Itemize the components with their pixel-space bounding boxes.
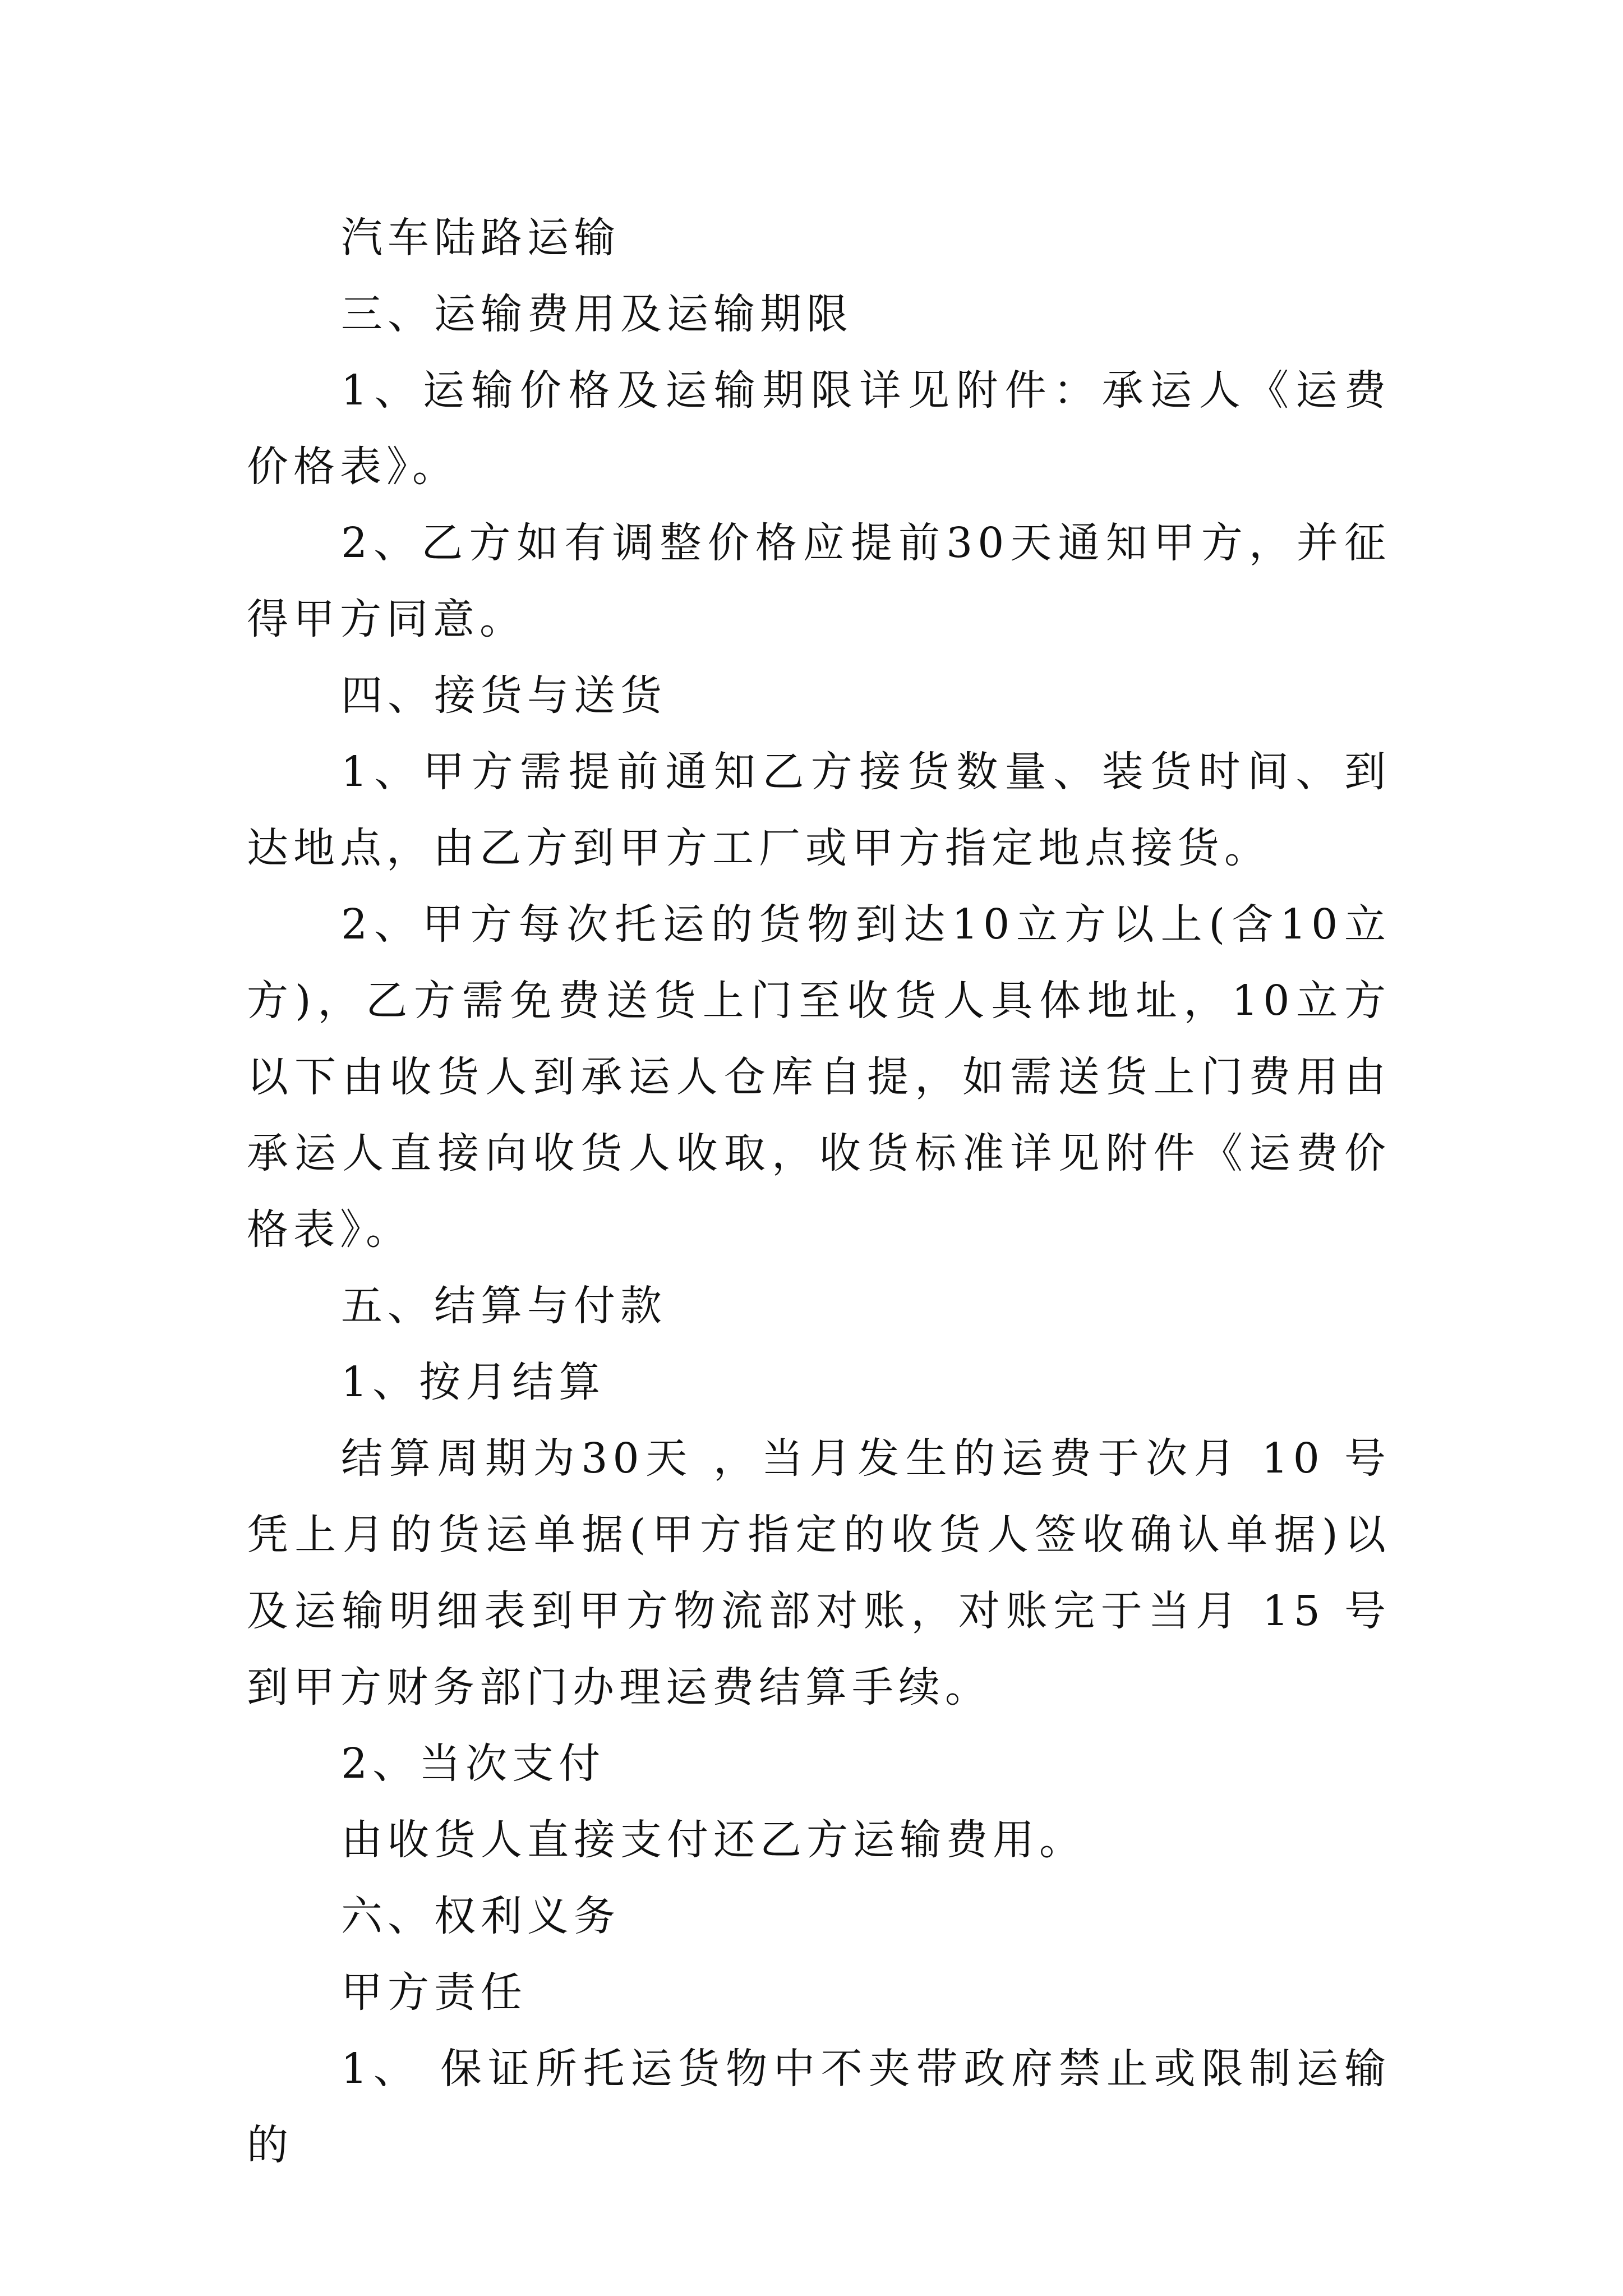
paragraph-5-2-title: 2、当次支付	[341, 1740, 606, 1788]
paragraph-6-1: 1、 保证所托运货物中不夹带政府禁止或限制运输的	[247, 2045, 1391, 2169]
subheading-party-a-duties: 甲方责任	[341, 1968, 527, 2017]
section-heading-6: 六、权利义务	[341, 1892, 620, 1940]
paragraph-transport-mode: 汽车陆路运输	[341, 214, 620, 262]
section-heading-5: 五、结算与付款	[341, 1282, 667, 1330]
document-body	[247, 200, 1391, 2183]
paragraph-4-2: 2、甲方每次托运的货物到达10立方以上(含10立方)，乙方需免费送货上门至收货人具体地址，10立方以下由收货人到承运人仓库自提，如需送货上门费用由承运人直接向收货人收取，收货标准详见附件《运费价格表》。	[247, 900, 1391, 1254]
paragraph-3-2: 2、乙方如有调整价格应提前30天通知甲方，并征得甲方同意。	[247, 519, 1391, 643]
paragraph-5-1-body: 结算周期为30天 ，当月发生的运费于次月 10 号凭上月的货运单据(甲方指定的收货人签收确认单据)以及运输明细表到甲方物流部对账，对账完于当月 15 号到甲方财务部门办理运费结算手续。	[247, 1434, 1391, 1711]
section-heading-4: 四、接货与送货	[341, 671, 667, 720]
paragraph-3-1: 1、运输价格及运输期限详见附件：承运人《运费价格表》。	[247, 366, 1391, 491]
paragraph-5-1-title: 1、按月结算	[341, 1358, 606, 1406]
section-heading-3: 三、运输费用及运输期限	[341, 290, 853, 338]
paragraph-5-2-body: 由收货人直接支付还乙方运输费用。	[341, 1816, 1086, 1864]
paragraph-4-1: 1、甲方需提前通知乙方接货数量、装货时间、到达地点，由乙方到甲方工厂或甲方指定地点接货。	[247, 748, 1391, 872]
